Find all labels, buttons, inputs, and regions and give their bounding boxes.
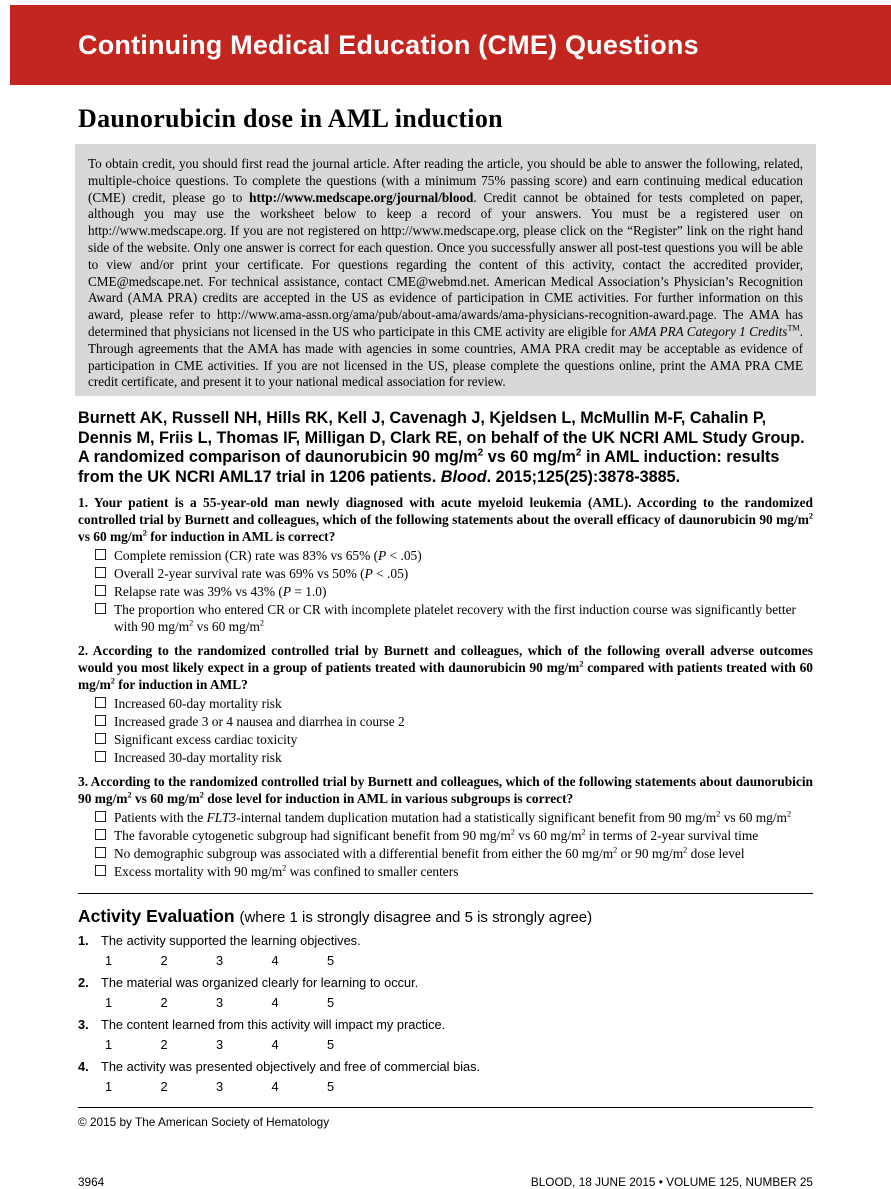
rating-option-4[interactable]: 4 bbox=[271, 995, 279, 1011]
answer-option bbox=[78, 565, 813, 582]
answer-option bbox=[78, 863, 813, 880]
answer-option-text: Significant excess cardiac toxicity bbox=[114, 732, 298, 748]
page-content bbox=[78, 85, 813, 1189]
rating-option-1[interactable]: 1 bbox=[105, 1079, 113, 1095]
answer-option-text: Overall 2-year survival rate was 69% vs 50% (P < .05) bbox=[114, 566, 409, 582]
question-stem: 3. According to the randomized controlled trial by Burnett and colleagues, which of the following statements about daunorubicin 90 $mg/m^2$ vs 60 $mg/m^2$ dose level for induction in AML in various subgroups is correct? bbox=[78, 774, 813, 807]
question-stem: 2. According to the randomized controlled trial by Burnett and colleagues, which of the following overall adverse outcomes would you most likely expect in a group of patients treated with daunorubicin 90 $mg/m^2$ compared with patients treated with 60 $mg/m^2$ for induction in AML? bbox=[78, 643, 813, 693]
rating-scale bbox=[78, 1079, 813, 1095]
evaluation-item-number: 1. bbox=[78, 933, 89, 949]
activity-evaluation-heading bbox=[78, 906, 813, 927]
evaluation-item bbox=[78, 1059, 813, 1095]
answer-option bbox=[78, 583, 813, 600]
evaluation-item bbox=[78, 933, 813, 969]
instructions-text: To obtain credit, you should first read the journal article. After reading the article, you should be able to answer the following, related, multiple-choice questions. To complete the questions (with a minimum 75% passing score) and earn continuing medical education (CME) credit, please go to http://www.medscape.org/journal/blood. Credit cannot be obtained for tests completed on paper, although you may use the worksheet below to keep a record of your answers. You must be a registered user on http://www.medscape.org. If you are not registered on http://www.medscape.org, please click on the “Register” link on the right hand side of the website. Only one answer is correct for each question. Once you successfully answer all post-test questions you will be able to view and/or print your certificate. For questions regarding the content of this activity, contact the accredited provider, CME@medscape.net. For technical assistance, contact CME@webmd.net. American Medical Association’s Physician’s Recognition Award (AMA PRA) credits are accepted in the US as evidence of participation in CME activities. For further information on this award, please refer to http://www.ama-assn.org/ama/pub/about-ama/awards/ama-physicians-recognition-award.page. The AMA has determined that physicians not licensed in the US who participate in this CME activity are eligible for AMA PRA Category 1 Credits™. Through agreements that the AMA has made with agencies in some countries, AMA PRA credit may be acceptable as evidence of participation in CME activities. If you are not licensed in the US, please complete the questions online, print the AMA PRA CME credit certificate, and present it to your national medical association for review. bbox=[88, 156, 803, 390]
rating-option-5[interactable]: 5 bbox=[327, 995, 335, 1011]
answer-checkbox[interactable] bbox=[95, 697, 106, 708]
answer-option bbox=[78, 695, 813, 712]
answer-option-text: The proportion who entered CR or CR with incomplete platelet recovery with the first induction course was significantly better with 90 $mg/m^2$ vs 60 $mg/m^2$ bbox=[114, 602, 797, 635]
answer-option bbox=[78, 827, 813, 844]
evaluation-item-number: 3. bbox=[78, 1017, 89, 1033]
answer-option bbox=[78, 731, 813, 748]
journal-citation-footer: BLOOD, 18 JUNE 2015 • VOLUME 125, NUMBER 25 bbox=[530, 1175, 813, 1189]
copyright-notice: © 2015 by The American Society of Hematology bbox=[78, 1115, 330, 1130]
answer-checkbox[interactable] bbox=[95, 865, 106, 876]
rating-option-4[interactable]: 4 bbox=[271, 953, 279, 969]
question-1 bbox=[78, 494, 813, 635]
rating-scale bbox=[78, 995, 813, 1011]
evaluation-item bbox=[78, 1017, 813, 1053]
evaluation-item-text: The material was organized clearly for learning to occur. bbox=[101, 975, 419, 991]
instructions-box bbox=[75, 144, 816, 396]
section-divider bbox=[78, 893, 813, 894]
rating-option-3[interactable]: 3 bbox=[216, 953, 224, 969]
evaluation-item-number: 2. bbox=[78, 975, 89, 991]
answer-checkbox[interactable] bbox=[95, 751, 106, 762]
evaluation-item-number: 4. bbox=[78, 1059, 89, 1075]
answer-option bbox=[78, 809, 813, 826]
rating-option-5[interactable]: 5 bbox=[327, 1037, 335, 1053]
evaluation-subheading: (where 1 is strongly disagree and 5 is strongly agree) bbox=[239, 909, 593, 927]
answer-option-text: Relapse rate was 39% vs 43% (P = 1.0) bbox=[114, 584, 327, 600]
answer-option-text: Complete remission (CR) rate was 83% vs 65% (P < .05) bbox=[114, 548, 422, 564]
rating-scale bbox=[78, 953, 813, 969]
rating-option-2[interactable]: 2 bbox=[160, 953, 168, 969]
banner-title: Continuing Medical Education (CME) Questions bbox=[78, 30, 699, 60]
rating-option-2[interactable]: 2 bbox=[160, 1079, 168, 1095]
answer-checkbox[interactable] bbox=[95, 585, 106, 596]
evaluation-list bbox=[78, 933, 813, 1095]
question-3 bbox=[78, 773, 813, 880]
rating-option-3[interactable]: 3 bbox=[216, 1079, 224, 1095]
evaluation-item-text: The content learned from this activity will impact my practice. bbox=[101, 1017, 446, 1033]
answer-options bbox=[78, 695, 813, 766]
rating-option-1[interactable]: 1 bbox=[105, 953, 113, 969]
rating-scale bbox=[78, 1037, 813, 1053]
answer-checkbox[interactable] bbox=[95, 603, 106, 614]
rating-option-1[interactable]: 1 bbox=[105, 995, 113, 1011]
rating-option-2[interactable]: 2 bbox=[160, 1037, 168, 1053]
rating-option-3[interactable]: 3 bbox=[216, 1037, 224, 1053]
evaluation-heading-text: Activity Evaluation bbox=[78, 906, 235, 927]
answer-checkbox[interactable] bbox=[95, 715, 106, 726]
answer-option-text: Increased grade 3 or 4 nausea and diarrhea in course 2 bbox=[114, 714, 405, 730]
answer-checkbox[interactable] bbox=[95, 829, 106, 840]
answer-option-text: Increased 60-day mortality risk bbox=[114, 696, 282, 712]
answer-option-text: Patients with the FLT3-internal tandem duplication mutation had a statistically significant benefit from 90 $mg/m^2$ vs 60 $mg/m^2$ bbox=[114, 809, 792, 826]
answer-option-text: Increased 30-day mortality risk bbox=[114, 750, 282, 766]
question-stem: 1. Your patient is a 55-year-old man newly diagnosed with acute myeloid leukemia (AML). According to the randomized controlled trial by Burnett and colleagues, which of the following statements about the overall efficacy of daunorubicin 90 $mg/m^2$ vs 60 $mg/m^2$ for induction in AML is correct? bbox=[78, 495, 813, 545]
article-title: Daunorubicin dose in AML induction bbox=[78, 104, 503, 133]
answer-option-text: No demographic subgroup was associated with a differential benefit from either the 60 $mg/m^2$ or 90 $mg/m^2$ dose level bbox=[114, 845, 745, 862]
rating-option-3[interactable]: 3 bbox=[216, 995, 224, 1011]
question-2 bbox=[78, 642, 813, 766]
answer-option bbox=[78, 713, 813, 730]
answer-checkbox[interactable] bbox=[95, 811, 106, 822]
cme-banner bbox=[10, 5, 891, 85]
answer-checkbox[interactable] bbox=[95, 567, 106, 578]
answer-option bbox=[78, 547, 813, 564]
answer-option-text: The favorable cytogenetic subgroup had significant benefit from 90 $mg/m^2$ vs 60 $mg/m^2$ in terms of 2-year survival time bbox=[114, 827, 759, 844]
page-footer bbox=[78, 1175, 813, 1189]
answer-checkbox[interactable] bbox=[95, 847, 106, 858]
answer-checkbox[interactable] bbox=[95, 733, 106, 744]
evaluation-item-text: The activity was presented objectively and free of commercial bias. bbox=[101, 1059, 481, 1075]
page-number: 3964 bbox=[78, 1175, 105, 1189]
answer-options bbox=[78, 809, 813, 880]
answer-option-text: Excess mortality with 90 $mg/m^2$ was confined to smaller centers bbox=[114, 863, 459, 880]
evaluation-item-text: The activity supported the learning objectives. bbox=[101, 933, 361, 949]
footer-divider bbox=[78, 1107, 813, 1108]
answer-option bbox=[78, 749, 813, 766]
rating-option-1[interactable]: 1 bbox=[105, 1037, 113, 1053]
answer-option bbox=[78, 601, 813, 635]
answer-options bbox=[78, 547, 813, 635]
rating-option-2[interactable]: 2 bbox=[160, 995, 168, 1011]
rating-option-5[interactable]: 5 bbox=[327, 1079, 335, 1095]
answer-checkbox[interactable] bbox=[95, 549, 106, 560]
citation-text: Burnett AK, Russell NH, Hills RK, Kell J, Cavenagh J, Kjeldsen L, McMullin M-F, Cahalin P, Dennis M, Friis L, Thomas IF, Milligan D, Clark RE, on behalf of the UK NCRI AML Study Group. A randomized comparison of daunorubicin 90 $mg/m^2$ vs 60 $mg/m^2$ in AML induction: results from the UK NCRI AML17 trial in 1206 patients. Blood. 2015;125(25):3878-3885. bbox=[78, 409, 805, 486]
evaluation-item bbox=[78, 975, 813, 1011]
rating-option-5[interactable]: 5 bbox=[327, 953, 335, 969]
rating-option-4[interactable]: 4 bbox=[271, 1079, 279, 1095]
rating-option-4[interactable]: 4 bbox=[271, 1037, 279, 1053]
answer-option bbox=[78, 845, 813, 862]
